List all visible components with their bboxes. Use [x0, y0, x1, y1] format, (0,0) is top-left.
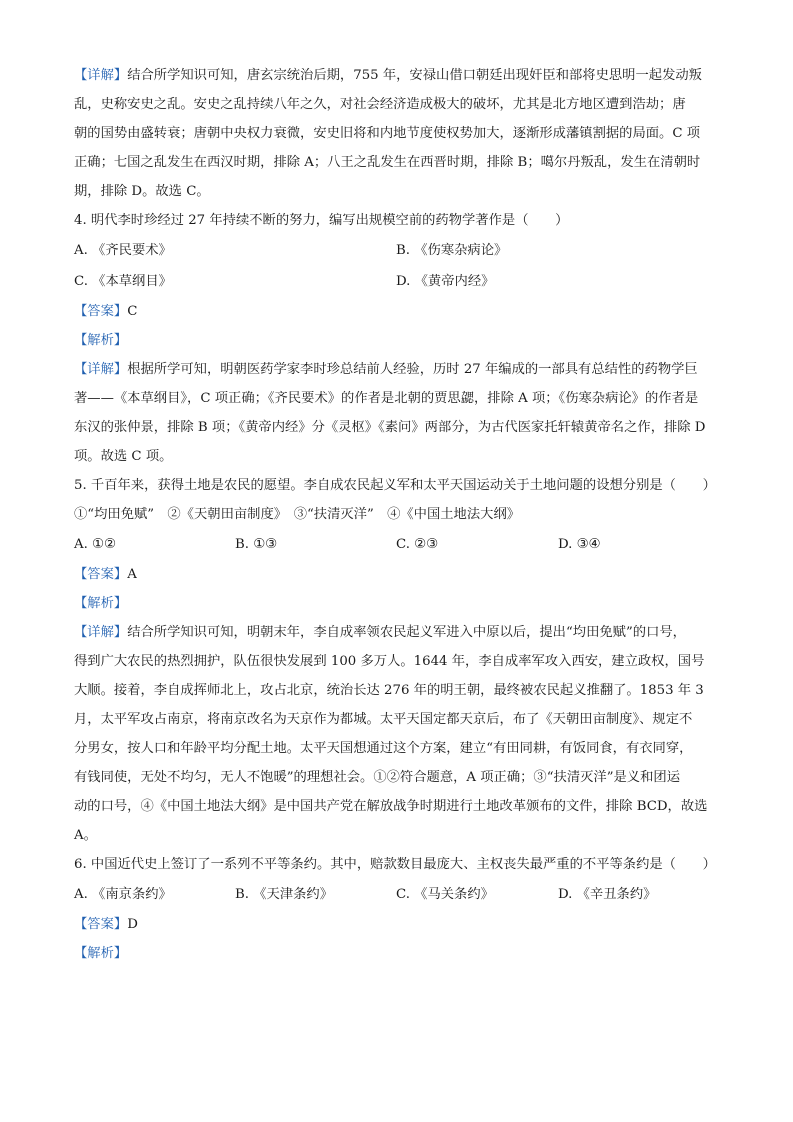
detail-tag: 【详解】	[74, 362, 128, 377]
q4-option-c: C. 《本草纲目》	[74, 274, 172, 289]
q4-stem: 4. 明代李时珍经过 27 年持续不断的努力，编写出规模空前的药物学著作是（ ）	[74, 213, 569, 228]
q5-detail-line: 【详解】结合所学知识可知，明朝末年，李自成率领农民起义军进入中原以后，提出“均田免赋”的口号，	[74, 625, 686, 640]
q4-option-a: A. 《齐民要术》	[74, 243, 172, 258]
q4-options-row	[74, 235, 722, 266]
q4-detail-line: 东汉的张仲景，排除 B 项；《黄帝内经》分《灵枢》《素问》两部分，为古代医家托轩辕黄帝名之作，排除 D	[74, 420, 706, 435]
q4-detail-line: 【详解】根据所学可知，明朝医药学家李时珍总结前人经验，历时 27 年编成的一部具有总结性的药物学巨	[74, 362, 698, 377]
q3-detail-line: 正确；七国之乱发生在西汉时期，排除 A；八王之乱发生在西晋时期，排除 B；噶尔丹叛乱，发生在清朝时	[74, 155, 701, 170]
detail-tag: 【详解】	[74, 68, 128, 83]
q3-detail-line: 期，排除 D。故选 C。	[74, 184, 210, 199]
q5-items: ①“均田免赋” ②《天朝田亩制度》 ③“扶清灭洋” ④《中国土地法大纲》	[74, 507, 521, 522]
q5-answer	[74, 560, 722, 589]
q4-options-row	[74, 266, 722, 297]
q5-options-row	[74, 529, 722, 560]
q6-analysis-heading	[74, 939, 722, 968]
answer-value: D	[127, 917, 138, 932]
q5-analysis-heading	[74, 589, 722, 618]
answer-value: C	[127, 304, 138, 319]
q5-option-d: D. ③④	[558, 537, 601, 552]
answer-value: A	[127, 567, 137, 582]
q5-detail-line: 分男女，按人口和年龄平均分配土地。太平天国想通过这个方案，建立“有田同耕，有饭同食，有衣同穿，	[74, 741, 693, 756]
answer-tag: 【答案】	[74, 917, 128, 932]
q5-detail-line: 月，太平军攻占南京，将南京改名为天京作为都城。太平天国定都天京后，布了《天朝田亩制度》、规定不	[74, 712, 693, 727]
q4-answer	[74, 297, 722, 326]
page-content	[74, 61, 722, 968]
q5-detail-line: 动的口号，④《中国土地法大纲》是中国共产党在解放战争时期进行土地改革颁布的文件，排除 BCD，故选	[74, 799, 708, 814]
q5-stem: 5. 千百年来，获得土地是农民的愿望。李自成农民起义军和太平天国运动关于土地问题的设想分别是（ ）	[74, 478, 716, 493]
analysis-tag: 【解析】	[74, 333, 128, 348]
q3-detail-line: 朝的国势由盛转衰；唐朝中央权力衰微，安史旧将和内地节度使权势加大，逐渐形成藩镇割据的局面。C 项	[74, 126, 701, 141]
q4-option-b: B. 《伤寒杂病论》	[396, 243, 508, 258]
q5-option-b: B. ①③	[235, 537, 278, 552]
q3-detail-line: 乱，史称安史之乱。安史之乱持续八年之久，对社会经济造成极大的破坏，尤其是北方地区遭到浩劫；唐	[74, 97, 686, 112]
q5-detail-line: A。	[74, 828, 97, 843]
q6-option-a: A. 《南京条约》	[74, 887, 172, 902]
q4-option-d: D. 《黄帝内经》	[396, 274, 495, 289]
q5-option-c: C. ②③	[396, 537, 438, 552]
analysis-tag: 【解析】	[74, 596, 128, 611]
analysis-tag: 【解析】	[74, 946, 128, 961]
q4-detail-line: 著——《本草纲目》，C 项正确；《齐民要术》的作者是北朝的贾思勰，排除 A 项；《伤寒杂病论》的作者是	[74, 391, 699, 406]
q6-stem: 6. 中国近代史上签订了一系列不平等条约。其中，赔款数目最庞大、主权丧失最严重的不平等条约是（ ）	[74, 857, 716, 872]
q5-option-a: A. ①②	[74, 537, 116, 552]
q4-detail-line: 项。故选 C 项。	[74, 449, 173, 464]
q5-detail-line: 有钱同使，无处不均匀，无人不饱暖”的理想社会。①②符合题意，A 项正确；③“扶清灭洋”是义和团运	[74, 770, 680, 785]
answer-tag: 【答案】	[74, 567, 128, 582]
q6-option-c: C. 《马关条约》	[396, 887, 494, 902]
q5-detail-line: 得到广大农民的热烈拥护，队伍很快发展到 100 多万人。1644 年，李自成率军攻入西安，建立政权，国号	[74, 654, 705, 669]
detail-tag: 【详解】	[74, 625, 128, 640]
answer-tag: 【答案】	[74, 304, 128, 319]
q3-detail-line: 【详解】结合所学知识可知，唐玄宗统治后期，755 年，安禄山借口朝廷出现奸臣和部将史思明一起发动叛	[74, 68, 702, 83]
q6-option-b: B. 《天津条约》	[235, 887, 334, 902]
q6-options-row	[74, 879, 722, 910]
q4-analysis-heading	[74, 326, 722, 355]
q5-detail-line: 大顺。接着，李自成挥师北上，攻占北京，统治长达 276 年的明王朝，最终被农民起义推翻了。1853 年 3	[74, 683, 704, 698]
q6-answer	[74, 910, 722, 939]
q6-option-d: D. 《辛丑条约》	[558, 887, 657, 902]
